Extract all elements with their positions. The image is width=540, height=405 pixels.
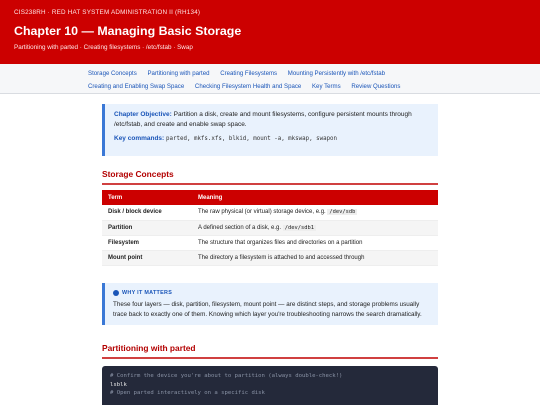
- table-cell-term: Partition: [102, 220, 192, 235]
- storage-concepts-table: [102, 190, 438, 266]
- table-header-term: Term: [102, 190, 192, 205]
- code-comment: # Confirm the device you're about to partition (always double-check!): [110, 373, 343, 379]
- table-row: [102, 250, 438, 265]
- section-nav: [0, 64, 540, 94]
- nav-link-mounting-fstab[interactable]: Mounting Persistently with /etc/fstab: [287, 70, 386, 77]
- why-it-matters-callout: [102, 283, 438, 325]
- table-header-row: [102, 190, 438, 205]
- table-row: [102, 220, 438, 235]
- section-divider: [102, 357, 438, 359]
- nav-row-2: [88, 81, 409, 92]
- callout-heading-text: WHY IT MATTERS: [122, 290, 173, 296]
- nav-link-storage-concepts[interactable]: Storage Concepts: [88, 70, 137, 77]
- table-cell-meaning: [192, 205, 438, 220]
- key-commands-label: Key commands:: [114, 135, 165, 142]
- table-cell-meaning: The structure that organizes files and directories on a partition: [192, 235, 438, 250]
- nav-link-filesystem-health[interactable]: Checking Filesystem Health and Space: [194, 83, 302, 90]
- table-row: [102, 235, 438, 250]
- info-icon: [113, 290, 119, 296]
- nav-link-key-terms[interactable]: Key Terms: [311, 83, 341, 90]
- nav-row-1: [88, 68, 394, 79]
- objective-text: Partition a disk, create and mount filesystems, configure persistent mounts through /etc/fstab, and create and enable swap space.: [114, 111, 412, 128]
- section-divider: [102, 183, 438, 185]
- meaning-text: The raw physical (or virtual) storage device, e.g.: [198, 209, 328, 216]
- key-commands-list: parted, mkfs.xfs, blkid, mount -a, mkswap, swapon: [166, 136, 338, 142]
- table-cell-term: Mount point: [102, 250, 192, 265]
- nav-link-review-questions[interactable]: Review Questions: [351, 83, 401, 90]
- code-block: [102, 366, 438, 405]
- page-title: Chapter 10 — Managing Basic Storage: [14, 24, 242, 38]
- callout-body: These four layers — disk, partition, filesystem, mount point — are distinct steps, and storage problems usually trace back to exactly one of them. Knowing which layer you're troubleshooting narrows the search dramatically.: [113, 301, 422, 318]
- key-commands-line: [114, 134, 429, 144]
- meaning-text: A defined section of a disk, e.g.: [198, 224, 283, 231]
- code-command: lsblk: [110, 381, 127, 388]
- table-cell-term: Disk / block device: [102, 205, 192, 220]
- table-cell-term: Filesystem: [102, 235, 192, 250]
- table-row: [102, 205, 438, 220]
- table-cell-meaning: The directory a filesystem is attached to and accessed through: [192, 250, 438, 265]
- course-label: CIS238RH · RED HAT SYSTEM ADMINISTRATION II (RH134): [14, 9, 201, 16]
- callout-heading: [113, 288, 430, 298]
- page-subtitle: Partitioning with parted · Creating filesystems · /etc/fstab · Swap: [14, 44, 193, 51]
- section-title-partitioning: Partitioning with parted: [102, 343, 196, 353]
- objective-label: Chapter Objective:: [114, 111, 172, 118]
- device-path: /dev/sdb1: [284, 224, 314, 231]
- table-cell-meaning: [192, 220, 438, 235]
- nav-link-partitioning[interactable]: Partitioning with parted: [147, 70, 210, 77]
- device-path: /dev/sdb: [329, 209, 356, 216]
- nav-link-creating-filesystems[interactable]: Creating Filesystems: [220, 70, 278, 77]
- code-comment: # Open parted interactively on a specific disk: [110, 390, 265, 396]
- chapter-header: [0, 0, 540, 64]
- objective-text-line: [114, 110, 429, 130]
- nav-link-swap[interactable]: Creating and Enabling Swap Space: [88, 83, 185, 90]
- chapter-objective-callout: [102, 104, 438, 156]
- section-title-storage-concepts: Storage Concepts: [102, 169, 174, 179]
- table-header-meaning: Meaning: [192, 190, 438, 205]
